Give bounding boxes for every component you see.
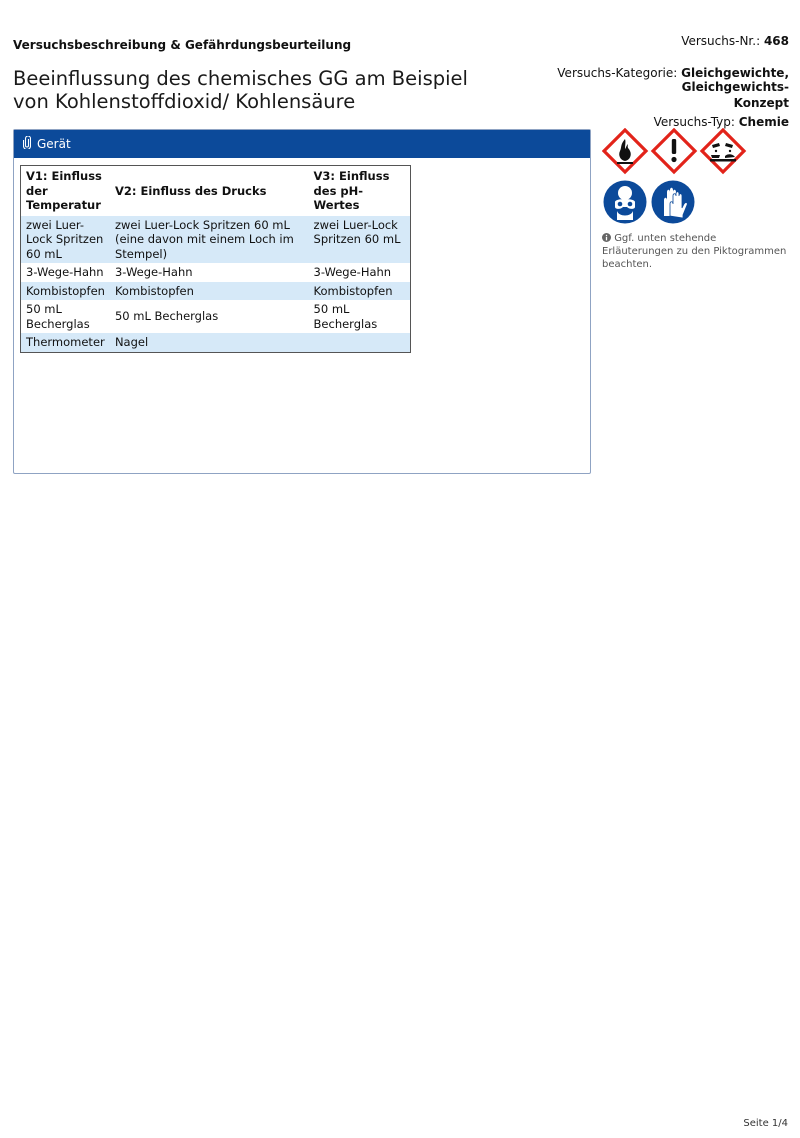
table-cell: Kombistopfen — [110, 282, 309, 301]
page-title — [13, 67, 483, 113]
safety-goggles-icon — [604, 181, 647, 224]
equipment-panel-header — [14, 130, 590, 158]
experiment-number — [681, 34, 789, 48]
table-cell: 3-Wege-Hahn — [21, 263, 110, 282]
table-cell: 3-Wege-Hahn — [110, 263, 309, 282]
table-row — [21, 300, 411, 333]
ppe-pictograms — [603, 180, 703, 225]
table-cell: zwei Luer-Lock Spritzen 60 mL — [21, 216, 110, 264]
table-cell: Thermometer — [21, 333, 110, 352]
protective-gloves-icon — [652, 181, 695, 224]
table-cell: Nagel — [110, 333, 309, 352]
type-value: Chemie — [738, 115, 789, 129]
equipment-table — [20, 165, 411, 353]
table-row — [21, 263, 411, 282]
table-header-v2: V2: Einfluss des Drucks — [110, 166, 309, 216]
paperclip-icon — [23, 136, 33, 152]
table-header-row — [21, 166, 411, 216]
equipment-panel — [13, 129, 591, 474]
experiment-number-value: 468 — [763, 34, 789, 48]
table-cell: zwei Luer-Lock Spritzen 60 mL (eine davon mit einem Loch im Stempel) — [110, 216, 309, 264]
table-row — [21, 282, 411, 301]
table-cell: 50 mL Becherglas — [110, 300, 309, 333]
category-label: Versuchs-Kategorie: — [557, 66, 678, 80]
table-header-v3: V3: Einfluss des pH-Wertes — [309, 166, 411, 216]
pictogram-note — [602, 232, 787, 271]
table-cell: zwei Luer-Lock Spritzen 60 mL — [309, 216, 411, 264]
page-number: Seite 1/4 — [743, 1118, 788, 1129]
table-row — [21, 333, 411, 352]
type-label: Versuchs-Typ: — [653, 115, 735, 129]
experiment-meta — [489, 66, 789, 129]
info-icon — [602, 233, 611, 242]
category-value-2: Konzept — [733, 96, 789, 110]
document-type: Versuchsbeschreibung & Gefährdungsbeurteilung — [13, 38, 352, 52]
category-value-1: Gleichgewichte, Gleichgewichts- — [681, 66, 789, 94]
title-line-1: Beeinflussung des chemisches GG am Beispiel — [13, 67, 468, 90]
table-cell — [309, 333, 411, 352]
table-cell: 3-Wege-Hahn — [309, 263, 411, 282]
table-cell: 50 mL Becherglas — [309, 300, 411, 333]
flame-icon — [604, 130, 646, 172]
table-cell: 50 mL Becherglas — [21, 300, 110, 333]
hazard-pictograms — [602, 128, 752, 176]
table-cell: Kombistopfen — [21, 282, 110, 301]
title-line-2: von Kohlenstoffdioxid/ Kohlensäure — [13, 90, 356, 113]
equipment-panel-title: Gerät — [37, 137, 71, 151]
pictogram-note-text: Ggf. unten stehende Erläuterungen zu den Piktogrammen beachten. — [602, 233, 787, 270]
experiment-number-label: Versuchs-Nr.: — [681, 34, 761, 48]
table-header-v1: V1: Einfluss der Temperatur — [21, 166, 110, 216]
corrosion-icon — [702, 130, 744, 172]
exclamation-icon — [653, 130, 695, 172]
table-row — [21, 216, 411, 264]
table-cell: Kombistopfen — [309, 282, 411, 301]
